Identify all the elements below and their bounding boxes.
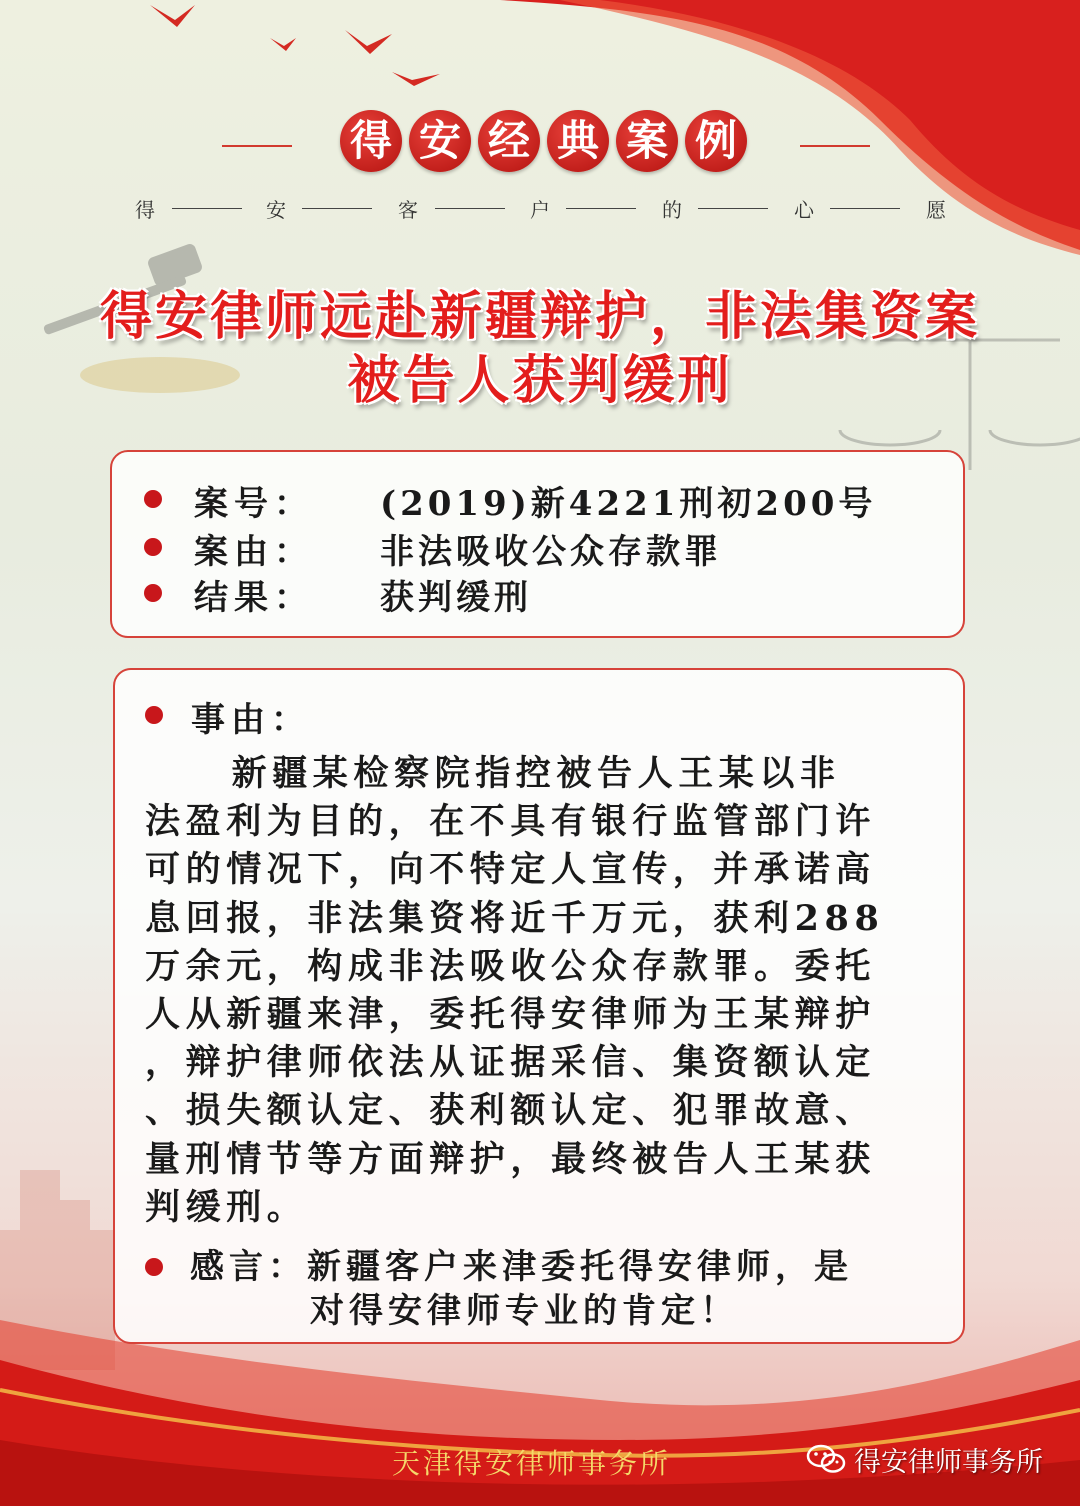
bullet-icon (144, 538, 162, 556)
reason-line: ，辩护律师依法从证据采信、集资额认定 (145, 1042, 876, 1084)
case-number-value: (2019)新4221刑初200号 (380, 484, 877, 524)
case-number-label: 案号： (194, 484, 314, 524)
bullet-icon (144, 490, 162, 508)
headline-line-2: 被告人获判缓刑 (347, 351, 733, 411)
title-line-left (222, 145, 292, 147)
title-char: 案 (616, 110, 678, 172)
case-cause-label: 案由： (194, 532, 314, 572)
case-result-value: 获判缓刑 (380, 578, 532, 618)
subtitle-char: 客 (398, 198, 418, 222)
bullet-icon (145, 1258, 163, 1276)
bullet-icon (144, 584, 162, 602)
wechat-watermark (806, 1440, 1056, 1480)
case-info-card (110, 450, 965, 638)
bullet-icon (145, 706, 163, 724)
brand-subtitle (130, 194, 950, 224)
reason-line: 量刑情节等方面辩护，最终被告人王某获 (145, 1138, 876, 1180)
subtitle-char: 心 (794, 198, 814, 222)
subtitle-char: 安 (266, 198, 286, 222)
subtitle-char: 户 (530, 198, 550, 222)
reason-label: 事由： (191, 700, 311, 740)
reason-body (145, 750, 945, 1232)
title-char: 得 (340, 110, 402, 172)
reason-line: 法盈利为目的，在不具有银行监管部门许 (145, 801, 876, 843)
reason-line: 人从新疆来津，委托得安律师为王某辩护 (145, 994, 876, 1036)
title-char: 安 (409, 110, 471, 172)
title-char: 典 (547, 110, 609, 172)
subtitle-char: 的 (662, 198, 682, 222)
reason-line: 新疆某检察院指控被告人王某以非 (191, 753, 841, 794)
birds-icon (150, 5, 440, 86)
reason-line: 万余元，构成非法吸收公众存款罪。委托 (145, 945, 876, 987)
feeling-block (190, 1245, 950, 1333)
subtitle-char: 愿 (926, 198, 946, 222)
case-result-label: 结果： (194, 578, 314, 618)
feeling-line-2: 对得安律师专业的肯定！ (310, 1291, 739, 1331)
reason-card (113, 668, 965, 1344)
firm-name: 天津得安律师事务所 (392, 1447, 672, 1480)
title-char: 例 (685, 110, 747, 172)
reason-line: 息回报，非法集资将近千万元，获利288 (145, 897, 885, 939)
reason-line: 判缓刑。 (145, 1186, 308, 1228)
title-char: 经 (478, 110, 540, 172)
case-cause-value: 非法吸收公众存款罪 (380, 532, 722, 572)
subtitle-char: 得 (135, 198, 155, 222)
wechat-icon (806, 1444, 846, 1474)
feeling-line-1: 新疆客户来津委托得安律师，是 (307, 1247, 853, 1287)
title-line-right (800, 145, 870, 147)
brand-title (0, 110, 1080, 180)
headline-line-1: 得安律师远赴新疆辩护，非法集资案 (99, 287, 980, 347)
feeling-label: 感言： (190, 1247, 307, 1287)
reason-line: 可的情况下，向不特定人宣传，并承诺高 (145, 849, 876, 891)
reason-line: 、损失额认定、获利额认定、犯罪故意、 (145, 1090, 876, 1132)
wechat-account-name: 得安律师事务所 (854, 1447, 1043, 1478)
